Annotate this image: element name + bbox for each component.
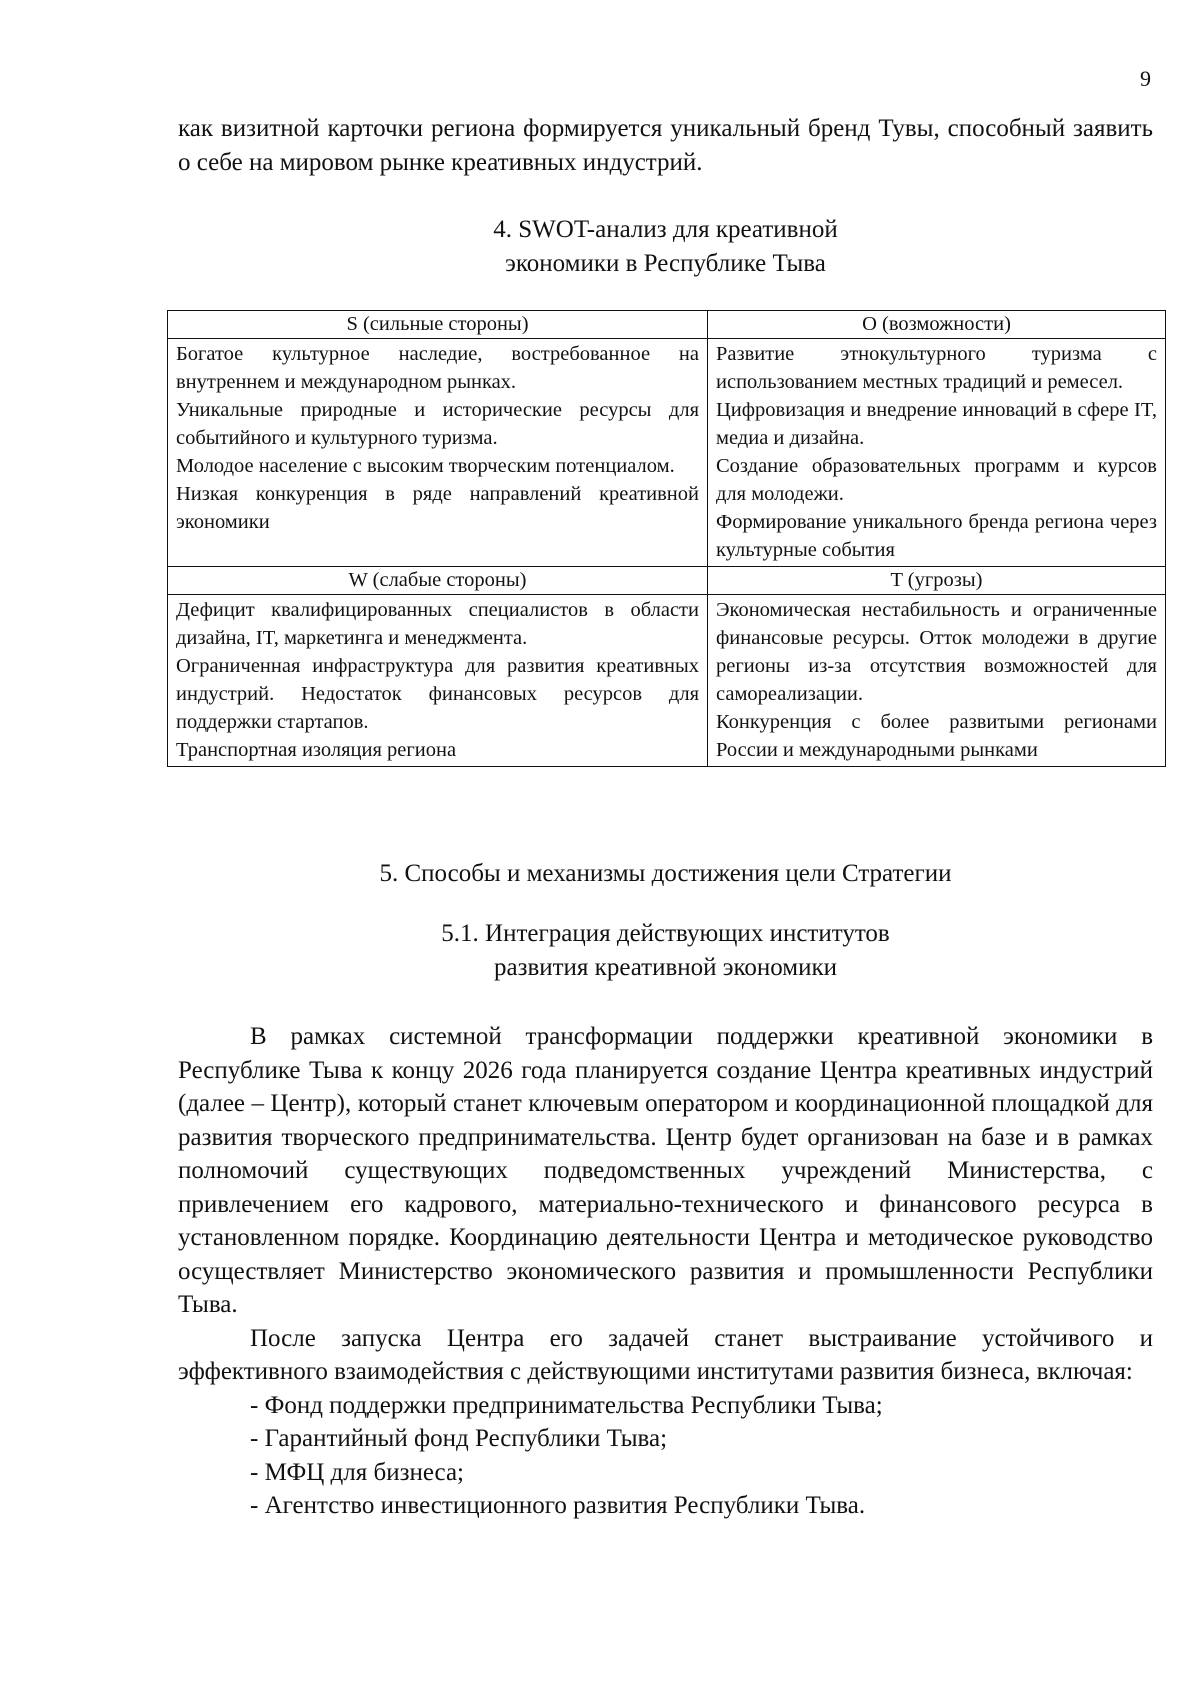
opportunities-header: O (возможности) [708,311,1166,339]
threat-item: Конкуренция с более развитыми регионами России и международными рынками [716,711,1157,761]
section-5-1-body [178,1020,1153,1523]
opportunity-item: Цифровизация и внедрение инноваций в сфере IT, медиа и дизайна. [716,399,1157,449]
swot-header-row-top [168,311,1166,339]
strength-item: Молодое население с высоким творческим потенциалом. [176,455,675,477]
list-item: - Гарантийный фонд Республики Тыва; [250,1425,668,1452]
opportunity-item: Формирование уникального бренда региона через культурные события [716,511,1157,561]
institutions-list [178,1389,1153,1523]
opportunities-cell [708,339,1166,567]
strength-item: Низкая конкуренция в ряде направлений креативной экономики [176,483,699,533]
swot-header-row-bottom [168,567,1166,595]
swot-title [178,213,1153,281]
page-number: 9 [1140,66,1151,91]
strengths-header: S (сильные стороны) [168,311,708,339]
swot-table [167,310,1166,767]
swot-title-line-1: 4. SWOT-анализ для креативной [493,216,838,243]
threats-header: T (угрозы) [708,567,1166,595]
weaknesses-header: W (слабые стороны) [168,567,708,595]
strength-item: Богатое культурное наследие, востребованное на внутреннем и международном рынках. [176,343,699,393]
strengths-cell [168,339,708,567]
strength-item: Уникальные природные и исторические ресурсы для событийного и культурного туризма. [176,399,699,449]
weakness-item: Дефицит квалифицированных специалистов в области дизайна, IT, маркетинга и менеджмента. [176,599,699,649]
section-5-1-title-line-2: развития креативной экономики [493,954,838,981]
list-item: - Фонд поддержки предпринимательства Республики Тыва; [250,1391,883,1419]
section-5-1-title-line-1: 5.1. Интеграция действующих институтов [441,920,890,947]
list-item: - МФЦ для бизнеса; [250,1458,464,1486]
threats-cell [708,595,1166,767]
swot-content-row-bottom [168,595,1166,767]
intro-paragraph: как визитной карточки региона формируется уникальный бренд Тувы, способный заявить о себе на мировом рынке креативных индустрий. [178,115,1153,176]
weakness-item: Ограниченная инфраструктура для развития креативных индустрий. Недостаток финансовых ресурсов для поддержки стартапов. [176,655,699,733]
weakness-item: Транспортная изоляция региона [176,739,457,761]
body-paragraph-1: В рамках системной трансформации поддержки креативной экономики в Республике Тыва к концу 2026 года планируется создание Центра креативных индустрий (далее – Центр), который станет ключевым оператором и координационной площадкой для развития творческого предпринимательства. Центр будет организован на базе и в рамках полномочий существующих подведомственных учреждений Министерства, с привлечением его кадрового, материально-технического и финансового ресурса в установленном порядке. Координацию деятельности Центра и методическое руководство осуществляет Министерство экономического развития и промышленности Республики Тыва. [178,1023,1153,1318]
swot-content-row-top [168,339,1166,567]
threat-item: Экономическая нестабильность и ограниченные финансовые ресурсы. Отток молодежи в другие регионы из-за отсутствия возможностей для самореализации. [716,599,1157,705]
opportunity-item: Создание образовательных программ и курсов для молодежи. [716,455,1157,505]
list-item: - Агентство инвестиционного развития Республики Тыва. [250,1492,866,1519]
section-5-title: 5. Способы и механизмы достижения цели Стратегии [379,860,952,887]
weaknesses-cell [168,595,708,767]
body-paragraph-2: После запуска Центра его задачей станет выстраивание устойчивого и эффективного взаимодействия с действующими институтами развития бизнеса, включая: [178,1324,1153,1385]
section-5-1-title [178,917,1153,985]
swot-title-line-2: экономики в Республике Тыва [505,250,826,277]
opportunity-item: Развитие этнокультурного туризма с использованием местных традиций и ремесел. [716,343,1157,393]
